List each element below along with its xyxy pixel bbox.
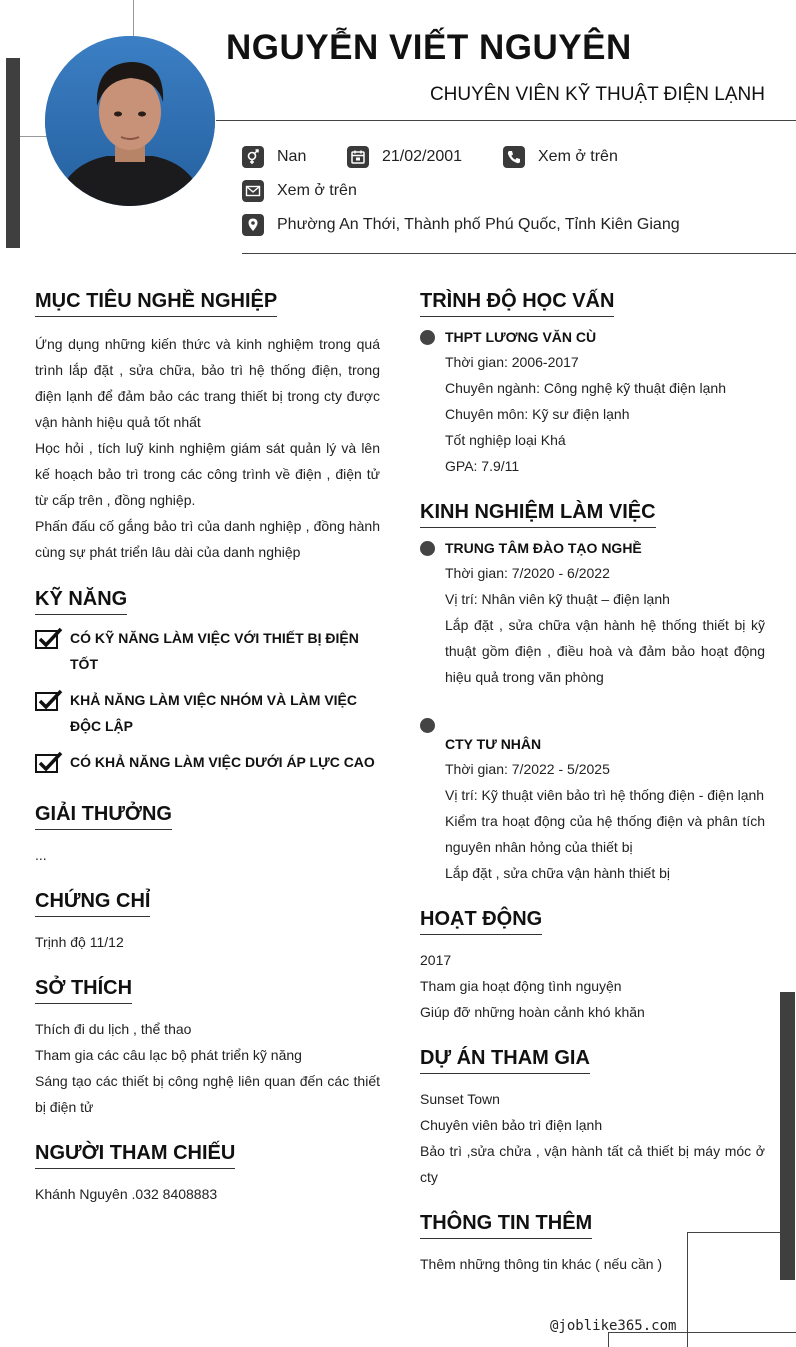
checkbox-checked-icon [35,751,63,773]
skills-section [35,588,380,775]
contact-email [242,180,357,202]
contact-divider [242,253,796,254]
additional-section [420,1212,765,1277]
additional-text: Thêm những thông tin khác ( nếu cần ) [420,1256,663,1272]
header-divider [216,120,796,121]
bottom-decor-tick [608,1332,609,1347]
job-position: Vị trí: Kỹ thuật viên bảo trì hệ thống điện - điện lạnh [445,787,765,803]
additional-title: THÔNG TIN THÊM [420,1212,592,1239]
checkbox-checked-icon [35,689,63,711]
gender-value: Nan [277,148,307,165]
bullet-dot [420,330,435,345]
job-description: Lắp đặt , sửa chữa vận hành hệ thống thiết bị kỹ thuật gồm điện , điều hoà và đảm bảo hoạt động hiệu quả trong văn phòng [445,617,765,685]
skill-text: KHẢ NĂNG LÀM VIỆC NHÓM VÀ LÀM VIỆC ĐỘC LẬP [70,692,357,734]
objective-title: MỤC TIÊU NGHỀ NGHIỆP [35,290,277,317]
watermark: @joblike365.com [550,1318,677,1334]
phone-icon [503,146,525,168]
top-decor-line [133,0,134,36]
education-section [420,290,765,479]
certificates-section [35,890,380,955]
education-line: Chuyên môn: Kỹ sư điện lạnh [445,406,630,422]
company-name: TRUNG TÂM ĐÀO TẠO NGHỀ [445,540,642,556]
calendar-icon [347,146,369,168]
objective-paragraph: Học hỏi , tích luỹ kinh nghiệm giám sát quản lý và lên kế hoạch bảo trì trong các công trình về điện , điện tử từ cấp trên , đồng nghiệp. [35,440,380,508]
experience-title: KINH NGHIỆM LÀM VIỆC [420,501,656,528]
projects-title: DỰ ÁN THAM GIA [420,1047,590,1074]
activities-title: HOẠT ĐỘNG [420,908,542,935]
contact-gender [242,146,306,168]
company-name: CTY TƯ NHÂN [445,736,542,752]
project-line: Bảo trì ,sửa chửa , vận hành tất cả thiết bị máy móc ở cty [420,1143,765,1185]
experience-section [420,501,765,886]
skill-text: CÓ KỸ NĂNG LÀM VIỆC VỚI THIẾT BỊ ĐIỆN TỐT [70,630,359,672]
education-title: TRÌNH ĐỘ HỌC VẤN [420,290,614,317]
skill-text: CÓ KHẢ NĂNG LÀM VIỆC DƯỚI ÁP LỰC CAO [70,754,375,770]
references-text: Khánh Nguyên .032 8408883 [35,1186,218,1202]
school-name: THPT LƯƠNG VĂN CÙ [445,329,597,345]
job-time: Thời gian: 7/2020 - 6/2022 [445,565,610,581]
certificates-title: CHỨNG CHỈ [35,890,150,917]
education-line: Tốt nghiệp loại Khá [445,432,566,448]
certificates-text: Trịnh độ 11/12 [35,934,124,950]
location-pin-icon [242,214,264,236]
activity-line: 2017 [420,952,452,968]
left-column [35,290,380,1207]
references-title: NGƯỜI THAM CHIẾU [35,1142,235,1169]
hobby-item: Thích đi du lịch , thể thao [35,1021,192,1037]
job-extra: Lắp đặt , sửa chữa vận hành thiết bị [445,865,671,881]
address-value: Phường An Thới, Thành phố Phú Quốc, Tỉnh Kiên Giang [277,216,680,233]
right-column [420,290,765,1277]
left-decor-bar [6,58,20,248]
awards-text: ... [35,847,47,863]
hobbies-title: SỞ THÍCH [35,977,132,1004]
birthday-value: 21/02/2001 [382,148,463,165]
objective-paragraph: Phấn đấu cố gắng bảo trì của danh nghiệp , đồng hành cùng sự phát triển lâu dài của danh nghiệp [35,518,380,560]
activities-section [420,908,765,1025]
contact-phone [503,146,618,168]
education-line: Chuyên ngành: Công nghệ kỹ thuật điện lạnh [445,380,726,396]
job-time: Thời gian: 7/2022 - 5/2025 [445,761,610,777]
education-line: GPA: 7.9/11 [445,458,520,474]
candidate-name: NGUYỄN VIẾT NGUYÊN [226,28,632,67]
job-description: Kiểm tra hoạt động của hệ thống điện và phân tích nguyên nhân hỏng của thiết bị [445,813,765,855]
contact-birthday [347,146,462,168]
project-line: Chuyên viên bảo trì điện lạnh [420,1117,603,1133]
phone-value: Xem ở trên [538,148,618,165]
job-entry [420,536,765,690]
projects-section [420,1047,765,1190]
objective-paragraph: Ứng dụng những kiến thức và kinh nghiệm trong quá trình lắp đặt , sửa chữa, bảo trì hệ thống điện, trong điện lạnh để đảm bảo các trang thiết bị trong cty được vận hành hiệu quả tốt nhất [35,336,380,430]
activity-line: Giúp đỡ những hoàn cảnh khó khăn [420,1004,645,1020]
avatar [45,36,215,206]
email-icon [242,180,264,202]
awards-section [35,803,380,868]
education-entry [420,325,765,479]
job-title: CHUYÊN VIÊN KỸ THUẬT ĐIỆN LẠNH [429,84,765,105]
skill-item [35,749,380,775]
bullet-dot [420,718,435,733]
skill-item [35,687,380,739]
contact-address [242,214,680,236]
objective-section [35,290,380,565]
right-decor-bar [780,992,795,1280]
bullet-dot [420,541,435,556]
job-entry [420,718,765,886]
hobbies-section [35,977,380,1120]
education-line: Thời gian: 2006-2017 [445,354,579,370]
hobby-item: Tham gia các câu lạc bộ phát triển kỹ năng [35,1047,302,1063]
awards-title: GIẢI THƯỞNG [35,803,172,830]
references-section [35,1142,380,1207]
job-position: Vị trí: Nhân viên kỹ thuật – điện lạnh [445,591,670,607]
project-line: Sunset Town [420,1091,500,1107]
hobby-item: Sáng tạo các thiết bị công nghệ liên quan đến các thiết bị điện tử [35,1073,380,1115]
skill-item [35,625,380,677]
gender-icon [242,146,264,168]
checkbox-checked-icon [35,627,63,649]
skills-title: KỸ NĂNG [35,588,127,615]
email-value: Xem ở trên [277,182,357,199]
activity-line: Tham gia hoạt động tình nguyện [420,978,622,994]
